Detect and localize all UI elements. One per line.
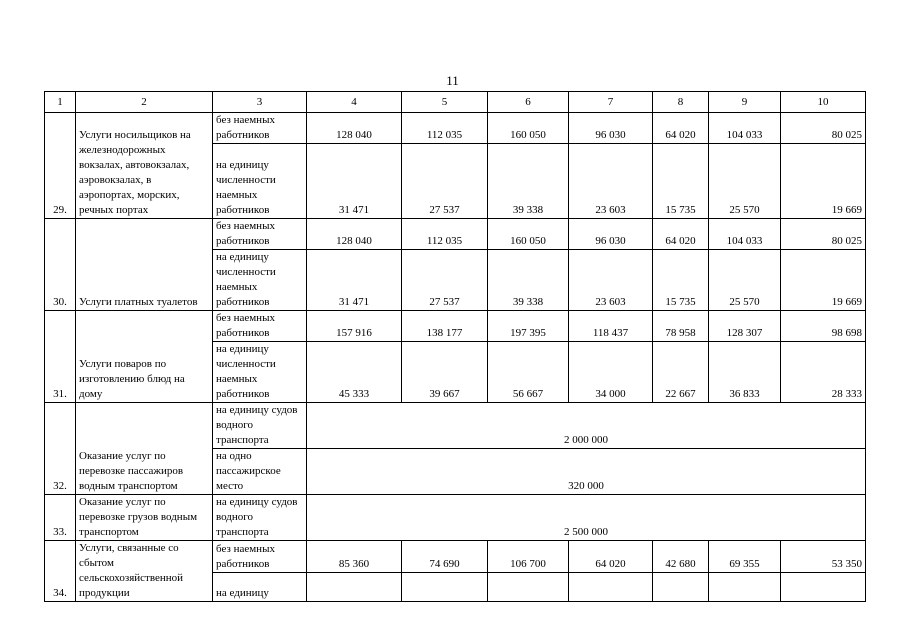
value-cell: 69 355 bbox=[709, 541, 781, 573]
table-row bbox=[45, 403, 866, 449]
value-cell: 42 680 bbox=[653, 541, 709, 573]
condition-cell: на единицу численности наемных работников bbox=[213, 144, 307, 219]
value-cell: 80 025 bbox=[781, 219, 866, 250]
row-number: 34. bbox=[45, 541, 76, 602]
header-row bbox=[45, 92, 866, 113]
value-cell: 39 338 bbox=[488, 144, 569, 219]
row-number: 31. bbox=[45, 311, 76, 403]
value-cell: 138 177 bbox=[402, 311, 488, 342]
service-name: Оказание услуг по перевозке грузов водным транспортом bbox=[76, 495, 213, 541]
value-cell: 25 570 bbox=[709, 144, 781, 219]
value-cell: 128 307 bbox=[709, 311, 781, 342]
column-header: 4 bbox=[307, 92, 402, 113]
service-name: Услуги носильщиков на железнодорожных вокзалах, автовокзалах, аэровокзалах, в аэропортах, морских, речных портах bbox=[76, 113, 213, 219]
value-cell: 160 050 bbox=[488, 113, 569, 144]
column-header: 1 bbox=[45, 92, 76, 113]
table-row bbox=[45, 219, 866, 250]
column-header: 6 bbox=[488, 92, 569, 113]
value-cell-merged: 320 000 bbox=[307, 449, 866, 495]
column-header: 2 bbox=[76, 92, 213, 113]
value-cell: 39 338 bbox=[488, 250, 569, 311]
value-cell: 39 667 bbox=[402, 342, 488, 403]
condition-cell: на единицу численности наемных работников bbox=[213, 342, 307, 403]
value-cell: 112 035 bbox=[402, 113, 488, 144]
value-cell bbox=[569, 573, 653, 602]
value-cell: 80 025 bbox=[781, 113, 866, 144]
service-name: Оказание услуг по перевозке пассажиров водным транспортом bbox=[76, 403, 213, 495]
table-row bbox=[45, 113, 866, 144]
condition-cell: на единицу bbox=[213, 573, 307, 602]
column-header: 9 bbox=[709, 92, 781, 113]
value-cell: 45 333 bbox=[307, 342, 402, 403]
value-cell: 25 570 bbox=[709, 250, 781, 311]
value-cell bbox=[781, 573, 866, 602]
column-header: 3 bbox=[213, 92, 307, 113]
condition-cell: на единицу численности наемных работников bbox=[213, 250, 307, 311]
value-cell bbox=[709, 573, 781, 602]
value-cell-merged: 2 000 000 bbox=[307, 403, 866, 449]
condition-cell: без наемных работников bbox=[213, 311, 307, 342]
value-cell: 64 020 bbox=[653, 219, 709, 250]
value-cell: 22 667 bbox=[653, 342, 709, 403]
value-cell: 85 360 bbox=[307, 541, 402, 573]
value-cell: 15 735 bbox=[653, 144, 709, 219]
value-cell: 28 333 bbox=[781, 342, 866, 403]
value-cell: 36 833 bbox=[709, 342, 781, 403]
table-row bbox=[45, 541, 866, 573]
value-cell: 19 669 bbox=[781, 144, 866, 219]
value-cell: 157 916 bbox=[307, 311, 402, 342]
value-cell: 27 537 bbox=[402, 250, 488, 311]
value-cell: 112 035 bbox=[402, 219, 488, 250]
value-cell bbox=[653, 573, 709, 602]
value-cell bbox=[488, 573, 569, 602]
service-name: Услуги платных туалетов bbox=[76, 219, 213, 311]
column-header: 5 bbox=[402, 92, 488, 113]
value-cell: 104 033 bbox=[709, 219, 781, 250]
column-header: 8 bbox=[653, 92, 709, 113]
value-cell: 23 603 bbox=[569, 144, 653, 219]
column-header: 10 bbox=[781, 92, 866, 113]
value-cell: 197 395 bbox=[488, 311, 569, 342]
service-name: Услуги, связанные со сбытом сельскохозяйственной продукции bbox=[76, 541, 213, 602]
value-cell bbox=[402, 573, 488, 602]
condition-cell: на единицу судов водного транспорта bbox=[213, 495, 307, 541]
value-cell: 74 690 bbox=[402, 541, 488, 573]
value-cell: 56 667 bbox=[488, 342, 569, 403]
condition-cell: без наемных работников bbox=[213, 113, 307, 144]
service-name: Услуги поваров по изготовлению блюд на дому bbox=[76, 311, 213, 403]
value-cell: 53 350 bbox=[781, 541, 866, 573]
value-cell: 31 471 bbox=[307, 250, 402, 311]
value-cell: 118 437 bbox=[569, 311, 653, 342]
value-cell: 128 040 bbox=[307, 113, 402, 144]
condition-cell: на единицу судов водного транспорта bbox=[213, 403, 307, 449]
condition-cell: без наемных работников bbox=[213, 541, 307, 573]
value-cell: 96 030 bbox=[569, 219, 653, 250]
value-cell-merged: 2 500 000 bbox=[307, 495, 866, 541]
page-number: 11 bbox=[446, 73, 459, 88]
value-cell: 19 669 bbox=[781, 250, 866, 311]
value-cell: 23 603 bbox=[569, 250, 653, 311]
row-number: 30. bbox=[45, 219, 76, 311]
value-cell: 31 471 bbox=[307, 144, 402, 219]
value-cell: 15 735 bbox=[653, 250, 709, 311]
value-cell: 160 050 bbox=[488, 219, 569, 250]
value-cell: 27 537 bbox=[402, 144, 488, 219]
condition-cell: на одно пассажирское место bbox=[213, 449, 307, 495]
table-row bbox=[45, 495, 866, 541]
value-cell: 64 020 bbox=[569, 541, 653, 573]
condition-cell: без наемных работников bbox=[213, 219, 307, 250]
value-cell: 128 040 bbox=[307, 219, 402, 250]
value-cell: 104 033 bbox=[709, 113, 781, 144]
row-number: 29. bbox=[45, 113, 76, 219]
tariff-table bbox=[44, 91, 866, 602]
row-number: 32. bbox=[45, 403, 76, 495]
value-cell: 106 700 bbox=[488, 541, 569, 573]
value-cell: 64 020 bbox=[653, 113, 709, 144]
row-number: 33. bbox=[45, 495, 76, 541]
value-cell: 78 958 bbox=[653, 311, 709, 342]
table-row bbox=[45, 311, 866, 342]
column-header: 7 bbox=[569, 92, 653, 113]
value-cell: 98 698 bbox=[781, 311, 866, 342]
value-cell: 34 000 bbox=[569, 342, 653, 403]
value-cell: 96 030 bbox=[569, 113, 653, 144]
value-cell bbox=[307, 573, 402, 602]
